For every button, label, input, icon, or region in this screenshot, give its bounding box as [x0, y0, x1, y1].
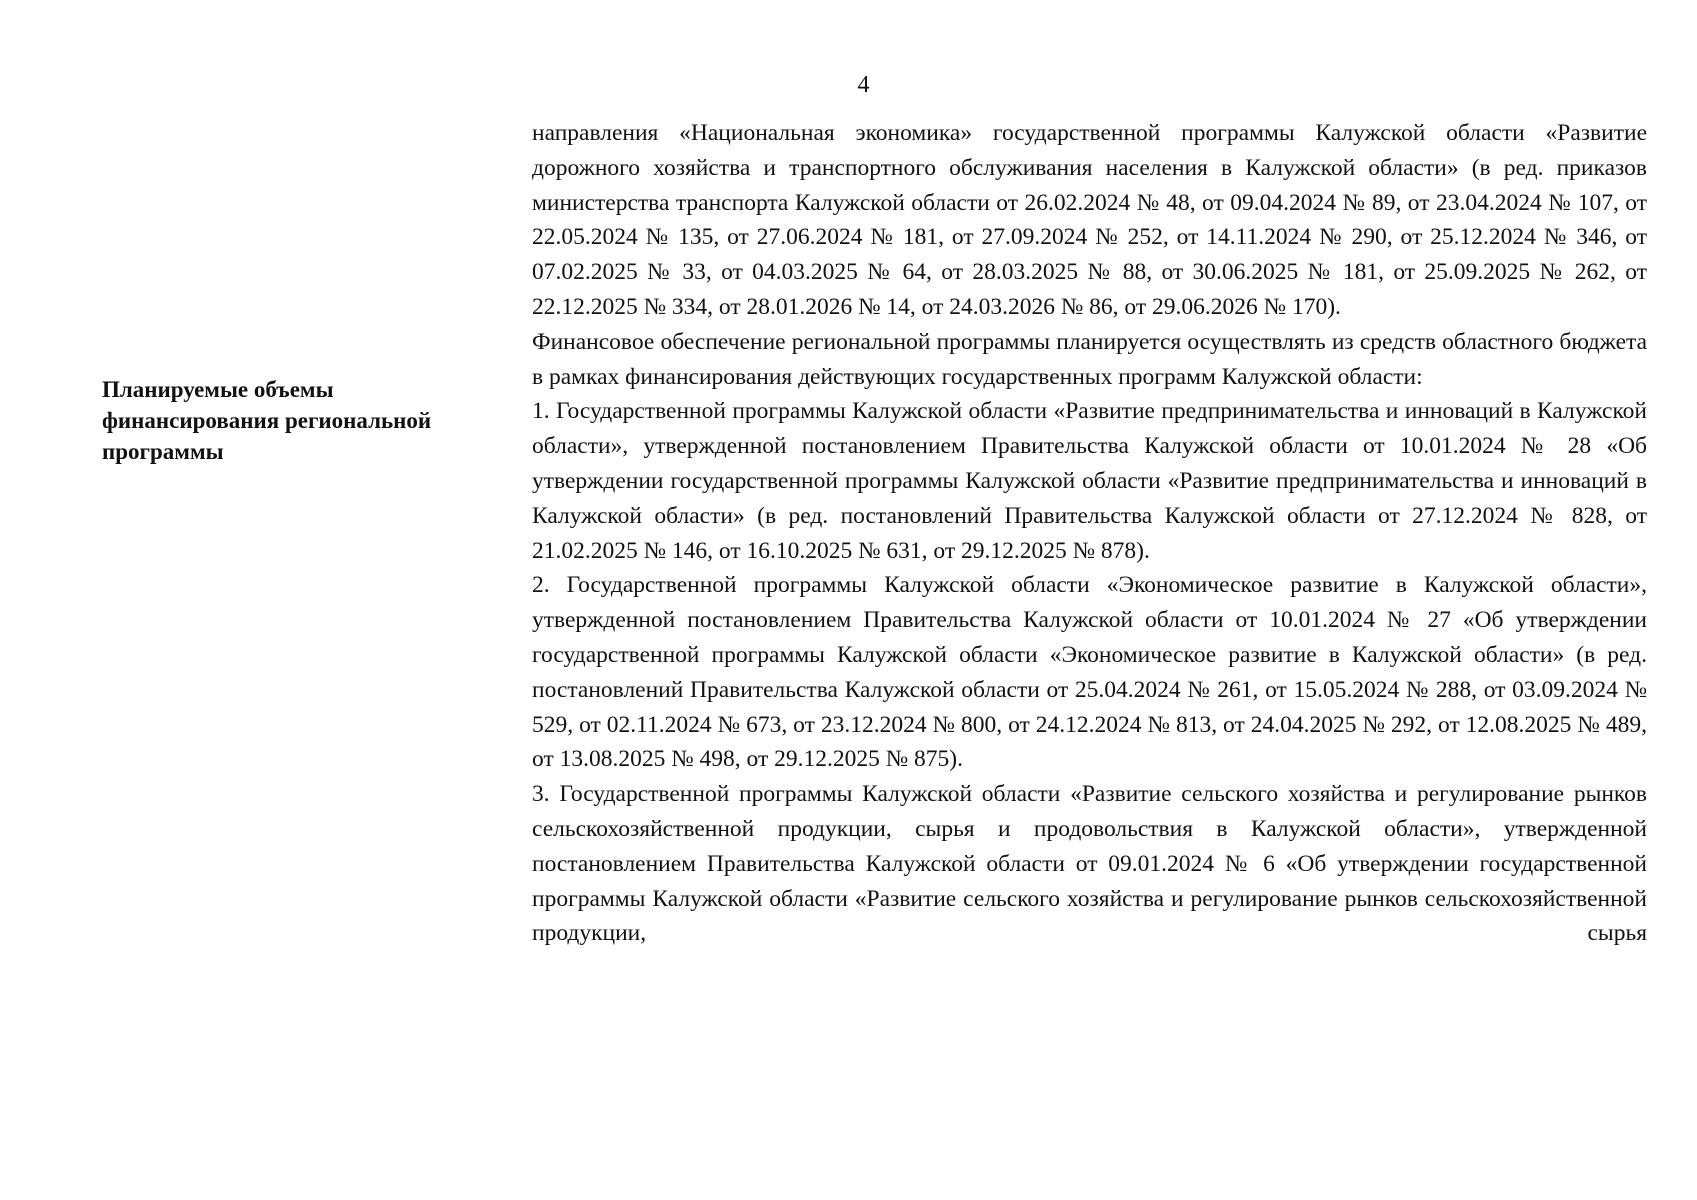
section-content	[532, 116, 1647, 951]
paragraph-financing-intro: Финансовое обеспечение региональной программы планируется осуществлять из средств областного бюджета в рамках финансирования действующих государственных программ Калужской области:	[532, 328, 1647, 390]
paragraph-program-2: 2. Государственной программы Калужской области «Экономическое развитие в Калужской области», утвержденной постановлением Правительства Калужской области от 10.01.2024 № 27 «Об утверждении государственной программы Калужской области «Экономическое развитие в Калужской области» (в ред. постановлений Правительства Калужской области от 25.04.2024 № 261, от 15.05.2024 № 288, от 03.09.2024 № 529, от 02.11.2024 № 673, от 23.12.2024 № 800, от 24.12.2024 № 813, от 24.04.2025 № 292, от 12.08.2025 № 489, от 13.08.2025 № 498, от 29.12.2025 № 875).	[532, 572, 1647, 773]
section-label-line: Планируемые объемы	[102, 377, 334, 402]
paragraph-continuation: направления «Национальная экономика» государственной программы Калужской области «Развитие дорожного хозяйства и транспортного обслуживания населения в Калужской области» (в ред. приказов министерства транспорта Калужской области от 26.02.2024 № 48, от 09.04.2024 № 89, от 23.04.2024 № 107, от 22.05.2024 № 135, от 27.06.2024 № 181, от 27.09.2024 № 252, от 14.11.2024 № 290, от 25.12.2024 № 346, от 07.02.2025 № 33, от 04.03.2025 № 64, от 28.03.2025 № 88, от 30.06.2025 № 181, от 25.09.2025 № 262, от 22.12.2025 № 334, от 28.01.2026 № 14, от 24.03.2026 № 86, от 29.06.2026 № 170).	[532, 120, 1647, 320]
section-label-line: финансирования региональной	[102, 408, 432, 433]
section-label-line: программы	[102, 439, 224, 464]
paragraph-program-3: 3. Государственной программы Калужской области «Развитие сельского хозяйства и регулирование рынков сельскохозяйственной продукции, сырья и продовольствия в Калужской области», утвержденной постановлением Правительства Калужской области от 09.01.2024 № 6 «Об утверждении государственной программы Калужской области «Развитие сельского хозяйства и регулирование рынков сельскохозяйственной продукции, сырья	[532, 781, 1647, 947]
paragraph-program-1: 1. Государственной программы Калужской области «Развитие предпринимательства и инноваций в Калужской области», утвержденной постановлением Правительства Калужской области от 10.01.2024 № 28 «Об утверждении государственной программы Калужской области «Развитие предпринимательства и инноваций в Калужской области» (в ред. постановлений Правительства Калужской области от 27.12.2024 № 828, от 21.02.2025 № 146, от 16.10.2025 № 631, от 29.12.2025 № 878).	[532, 398, 1647, 564]
page-number: 4	[857, 72, 870, 98]
section-label-planned-financing	[102, 374, 502, 467]
